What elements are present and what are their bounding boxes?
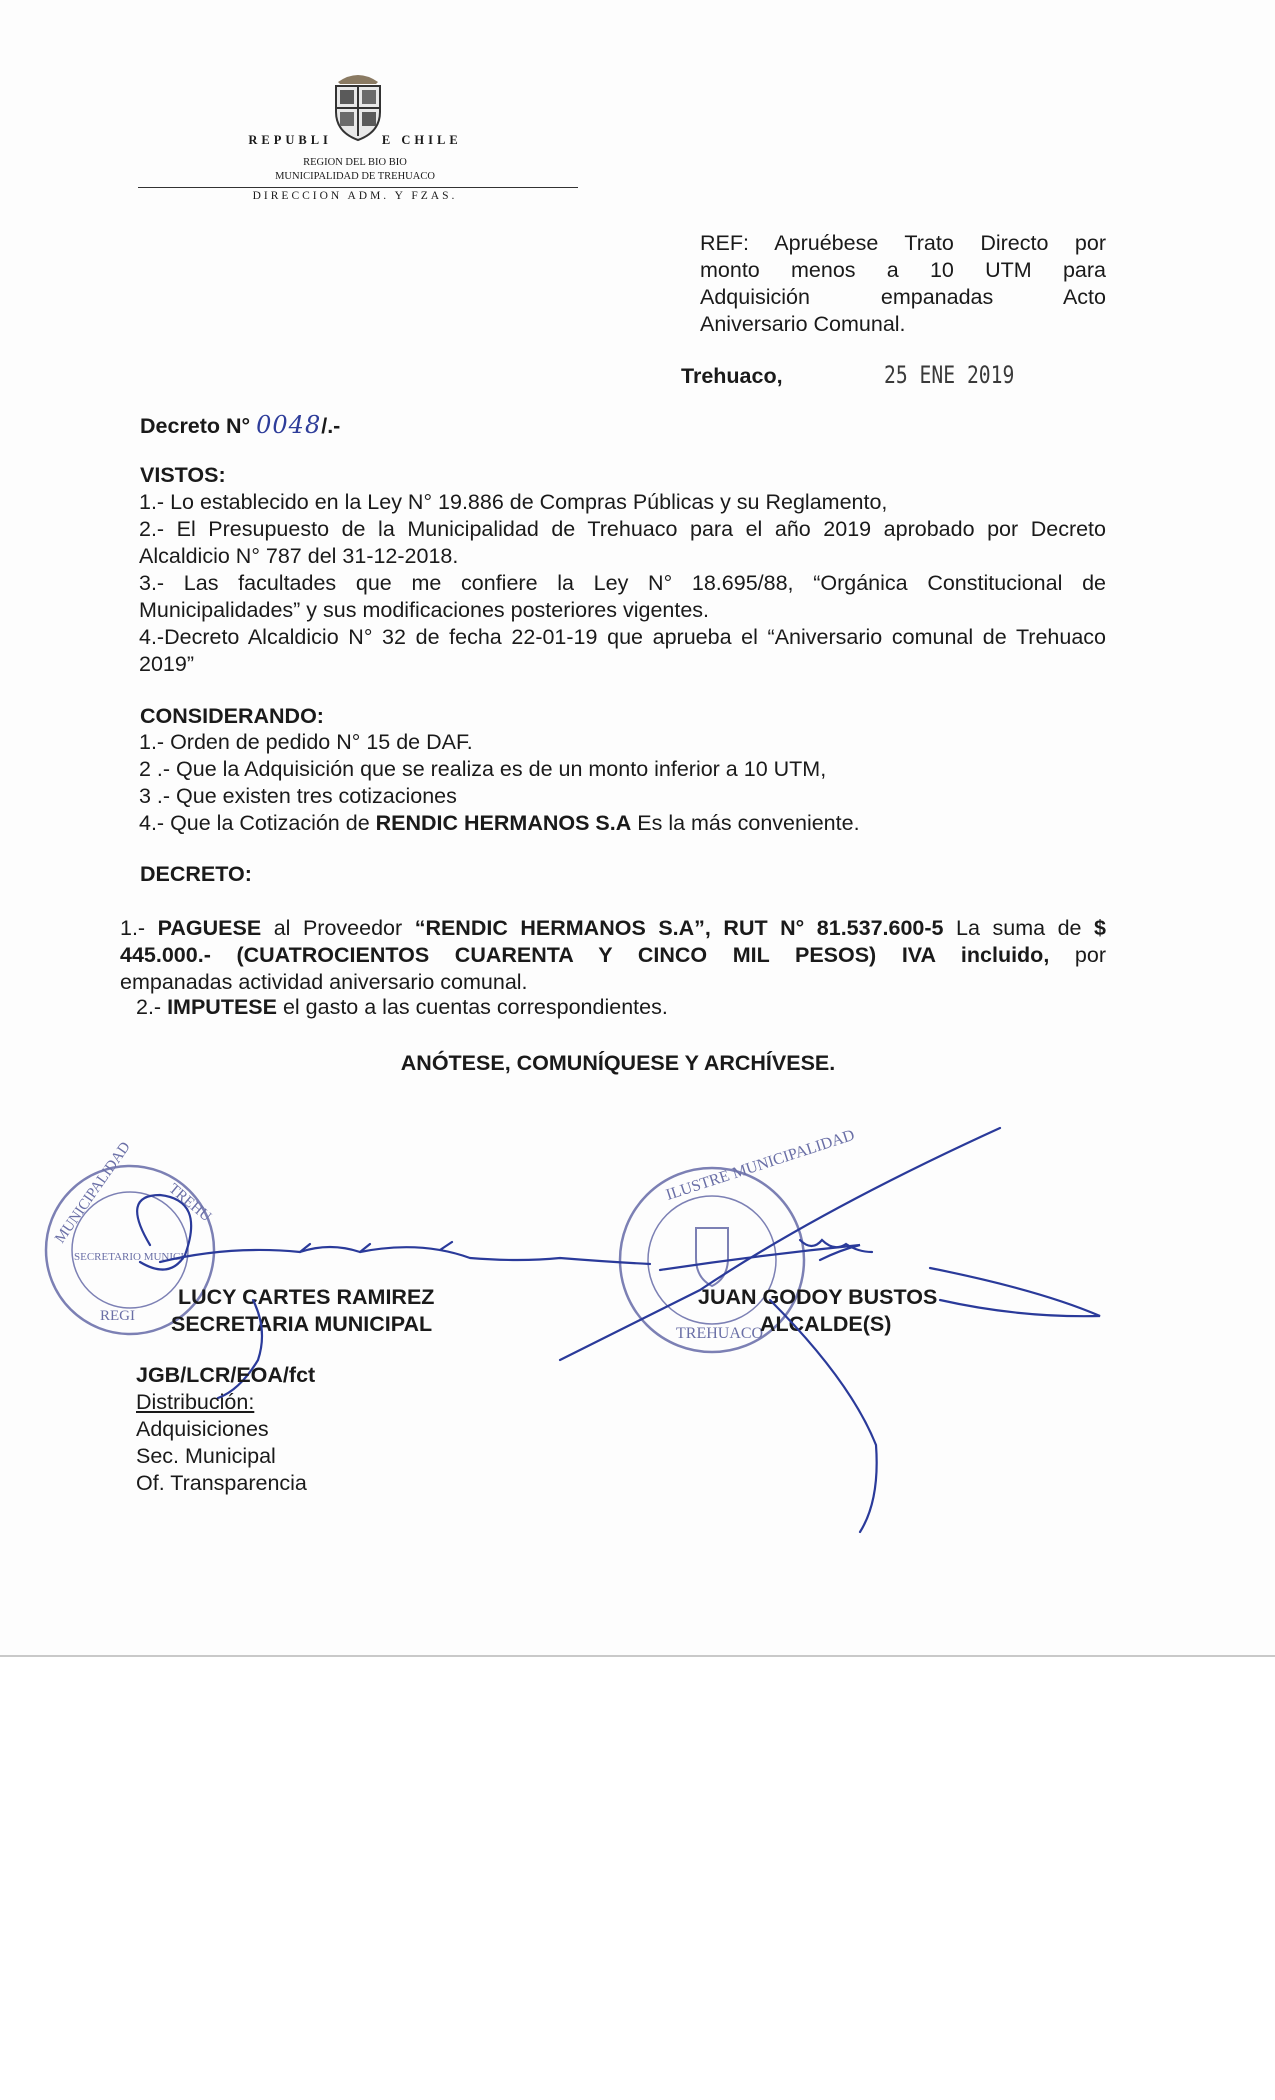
ref-line: Adquisición empanadas Acto (700, 285, 1106, 309)
header-municipality: MUNICIPALIDAD DE TREHUACO (275, 171, 435, 182)
stamp-left-top: MUNICIPALIDAD (52, 1139, 134, 1247)
vistos-line: 3.- Las facultades que me confiere la Ley N° 18.695/88, “Orgánica Constitucional de (139, 571, 1106, 595)
header-country-right: E CHILE (381, 133, 462, 147)
vistos-line: 2.- El Presupuesto de la Municipalidad de Trehuaco para el año 2019 aprobado por Decreto (139, 517, 1106, 541)
secretary-title: SECRETARIA MUNICIPAL (171, 1312, 433, 1336)
ref-line: monto menos a 10 UTM para (700, 258, 1106, 282)
vistos-line: 1.- Lo establecido en la Ley N° 19.886 de Compras Públicas y su Reglamento, (139, 490, 888, 514)
amount: 445.000.- (CUATROCIENTOS CUARENTA Y CINCO MIL PESOS) IVA incluido, (120, 943, 1050, 967)
distribution-label: Distribución: (136, 1390, 255, 1414)
header-direction: DIRECCION ADM. Y FZAS. (252, 190, 458, 202)
decreto-text: La suma de (943, 916, 1095, 940)
item-number: 1.- (120, 916, 158, 940)
considerando-line: 1.- Orden de pedido N° 15 de DAF. (139, 730, 473, 754)
secretary-name: LUCY CARTES RAMIREZ (178, 1285, 435, 1309)
considerando-line: 3 .- Que existen tres cotizaciones (139, 784, 457, 808)
considerando-line: 2 .- Que la Adquisición que se realiza es de un monto inferior a 10 UTM, (139, 757, 827, 781)
stamp-right-top: ILUSTRE MUNICIPALIDAD (663, 1126, 857, 1204)
considerando-text: Es la más conveniente. (631, 811, 860, 835)
decreto-text: por (1049, 943, 1106, 967)
mayor-name: JUAN GODOY BUSTOS (698, 1285, 938, 1309)
stamp-left-bottom: REGI (100, 1308, 135, 1324)
item-number: 2.- (136, 995, 168, 1019)
pay-keyword: PAGUESE (157, 916, 262, 940)
distribution-item: Adquisiciones (136, 1417, 269, 1441)
considerando-title: CONSIDERANDO: (140, 704, 324, 728)
header-country-left: REPUBLI (248, 133, 332, 147)
stamp-right-bottom: TREHUACO (676, 1325, 764, 1342)
decree-number: 0048 (256, 411, 322, 439)
ref-line: REF: Apruébese Trato Directo por (700, 231, 1106, 255)
vistos-line: 2019” (139, 652, 194, 676)
distribution-item: Of. Transparencia (136, 1471, 307, 1495)
vistos-line: Municipalidades” y sus modificaciones posteriores vigentes. (139, 598, 710, 622)
impute-keyword: IMPUTESE (167, 995, 277, 1019)
provider-rut: “RENDIC HERMANOS S.A”, RUT N° 81.537.600-5 (414, 916, 944, 940)
decreto-title: DECRETO: (140, 862, 252, 886)
provider-name: RENDIC HERMANOS S.A (375, 811, 632, 835)
decreto-line: empanadas actividad aniversario comunal. (120, 970, 528, 994)
stamp-left-center: SECRETARIO MUNICI (74, 1251, 185, 1263)
considerando-text: 4.- Que la Cotización de (139, 811, 376, 835)
decree-suffix: /.- (321, 414, 341, 438)
closing-line: ANÓTESE, COMUNÍQUESE Y ARCHÍVESE. (400, 1051, 836, 1075)
place: Trehuaco, (681, 364, 783, 388)
decreto-text: el gasto a las cuentas correspondientes. (276, 995, 668, 1019)
header-region: REGION DEL BIO BIO (303, 157, 407, 168)
mayor-title: ALCALDE(S) (760, 1312, 892, 1336)
stamp-left-right: TREHU (165, 1180, 215, 1226)
ref-line: Aniversario Comunal. (700, 312, 906, 336)
footer-initials: JGB/LCR/EOA/fct (136, 1363, 316, 1387)
date-stamp: 25 ENE 2019 (884, 361, 1015, 389)
currency-sign: $ (1094, 916, 1106, 940)
vistos-line: Alcaldicio N° 787 del 31-12-2018. (139, 544, 459, 568)
vistos-title: VISTOS: (140, 463, 226, 487)
distribution-item: Sec. Municipal (136, 1444, 276, 1468)
decreto-text: al Proveedor (261, 916, 415, 940)
decree-label: Decreto N° (140, 414, 251, 438)
vistos-line: 4.-Decreto Alcaldicio N° 32 de fecha 22-01-19 que aprueba el “Aniversario comunal de Trehuaco (139, 625, 1106, 649)
